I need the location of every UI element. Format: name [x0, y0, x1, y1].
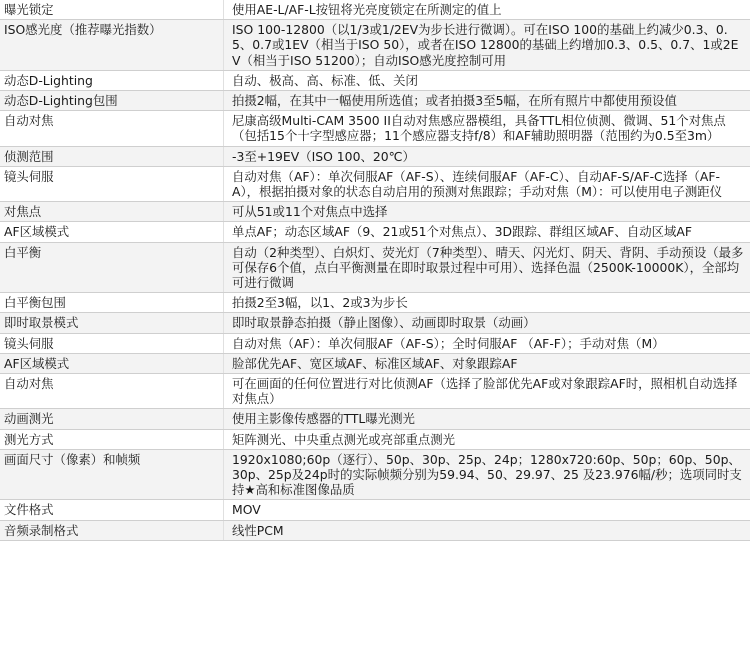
- row-label: 侦测范围: [0, 146, 224, 166]
- table-row: [0, 520, 750, 540]
- row-label: 镜头伺服: [0, 333, 224, 353]
- row-label: 镜头伺服: [0, 166, 224, 201]
- table-row: [0, 429, 750, 449]
- row-label: 自动对焦: [0, 111, 224, 146]
- table-row: [0, 313, 750, 333]
- table-row: [0, 242, 750, 293]
- row-label: 即时取景模式: [0, 313, 224, 333]
- table-row: [0, 222, 750, 242]
- row-label: 画面尺寸（像素）和帧频: [0, 449, 224, 500]
- row-value: 线性PCM: [224, 520, 750, 540]
- row-value: 尼康高级Multi-CAM 3500 II自动对焦感应器模组，具备TTL相位侦测、微调、51个对焦点（包括15个十字型感应器；11个感应器支持f/8）和AF辅助照明器（范围约为0.5至3m）: [224, 111, 750, 146]
- row-value: 即时取景静态拍摄（静止图像）、动画即时取景（动画）: [224, 313, 750, 333]
- row-label: 音频录制格式: [0, 520, 224, 540]
- table-row: [0, 409, 750, 429]
- row-label: 动态D-Lighting: [0, 70, 224, 90]
- row-value: 可从51或11个对焦点中选择: [224, 202, 750, 222]
- row-label: 白平衡包围: [0, 293, 224, 313]
- table-row: [0, 111, 750, 146]
- table-row: [0, 333, 750, 353]
- row-value: 脸部优先AF、宽区域AF、标准区域AF、对象跟踪AF: [224, 353, 750, 373]
- row-label: 动态D-Lighting包围: [0, 91, 224, 111]
- table-row: [0, 146, 750, 166]
- row-value: -3至+19EV（ISO 100、20℃）: [224, 146, 750, 166]
- row-value: 自动对焦（AF）：单次伺服AF（AF-S）、连续伺服AF（AF-C）、自动AF-S/AF-C选择（AF-A），根据拍摄对象的状态自动启用的预测对焦跟踪；手动对焦（M）：可以使用电子测距仪: [224, 166, 750, 201]
- table-row: [0, 449, 750, 500]
- table-row: [0, 0, 750, 20]
- row-label: AF区域模式: [0, 222, 224, 242]
- row-value: 1920x1080;60p（逐行）、50p、30p、25p、24p；1280x720:60p、50p；60p、50p、30p、25p及24p时的实际帧频分别为59.94、50、29.97、25 及23.976幅/秒；选项同时支持★高和标准图像品质: [224, 449, 750, 500]
- table-row: [0, 374, 750, 409]
- table-row: [0, 293, 750, 313]
- row-label: AF区域模式: [0, 353, 224, 373]
- table-row: [0, 91, 750, 111]
- row-value: 矩阵测光、中央重点测光或亮部重点测光: [224, 429, 750, 449]
- row-value: 自动（2种类型）、白炽灯、荧光灯（7种类型）、晴天、闪光灯、阴天、背阴、手动预设（最多可保存6个值，点白平衡测量在即时取景过程中可用）、选择色温（2500K-10000K），全部均可进行微调: [224, 242, 750, 293]
- row-label: 对焦点: [0, 202, 224, 222]
- row-label: 自动对焦: [0, 374, 224, 409]
- row-label: 动画测光: [0, 409, 224, 429]
- row-value: 使用AE-L/AF-L按钮将光亮度锁定在所测定的值上: [224, 0, 750, 20]
- row-value: 可在画面的任何位置进行对比侦测AF（选择了脸部优先AF或对象跟踪AF时，照相机自动选择对焦点）: [224, 374, 750, 409]
- row-value: ISO 100-12800（以1/3或1/2EV为步长进行微调）。可在ISO 100的基础上约减少0.3、0.5、0.7或1EV（相当于ISO 50），或者在ISO 12800的基础上约增加0.3、0.5、0.7、1或2EV（相当于ISO 51200）；自动ISO感光度控制可用: [224, 20, 750, 71]
- table-row: [0, 202, 750, 222]
- row-label: 测光方式: [0, 429, 224, 449]
- row-label: 白平衡: [0, 242, 224, 293]
- table-row: [0, 70, 750, 90]
- row-label: ISO感光度（推荐曝光指数）: [0, 20, 224, 71]
- row-value: 拍摄2至3幅，以1、2或3为步长: [224, 293, 750, 313]
- row-value: 使用主影像传感器的TTL曝光测光: [224, 409, 750, 429]
- row-label: 曝光锁定: [0, 0, 224, 20]
- row-value: MOV: [224, 500, 750, 520]
- table-row: [0, 166, 750, 201]
- row-value: 自动、极高、高、标准、低、关闭: [224, 70, 750, 90]
- row-value: 拍摄2幅，在其中一幅使用所选值；或者拍摄3至5幅，在所有照片中都使用预设值: [224, 91, 750, 111]
- row-value: 单点AF；动态区域AF（9、21或51个对焦点）、3D跟踪、群组区域AF、自动区域AF: [224, 222, 750, 242]
- table-row: [0, 500, 750, 520]
- table-row: [0, 20, 750, 71]
- table-row: [0, 353, 750, 373]
- row-label: 文件格式: [0, 500, 224, 520]
- row-value: 自动对焦（AF）：单次伺服AF（AF-S）；全时伺服AF （AF-F）；手动对焦（M）: [224, 333, 750, 353]
